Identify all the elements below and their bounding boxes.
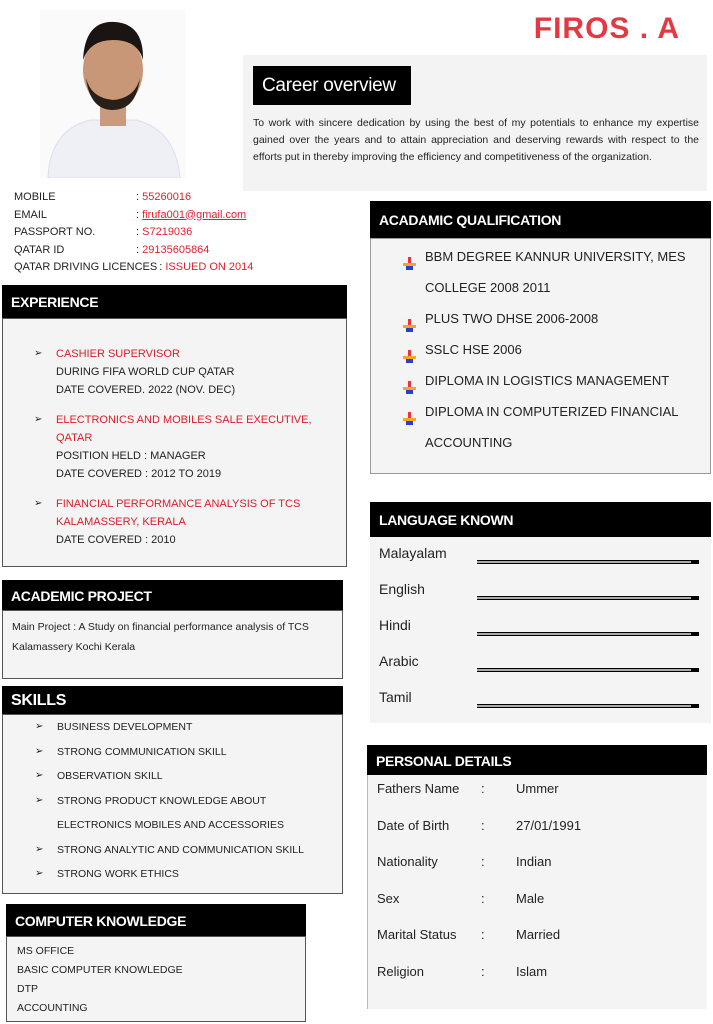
arrow-bullet-icon: ➢	[35, 868, 44, 879]
contact-label: QATAR ID	[14, 243, 65, 256]
colon: :	[159, 261, 166, 273]
colon: :	[136, 208, 143, 221]
experience-section	[2, 318, 347, 567]
qualification-title: ACADAMIC QUALIFICATION	[370, 201, 711, 239]
experience-detail: DATE COVERED : 2010	[56, 534, 176, 546]
skill-item	[35, 838, 332, 863]
arrow-bullet-icon: ➢	[35, 721, 44, 732]
contact-row	[14, 242, 253, 260]
language-proficiency-bar	[477, 560, 699, 564]
skill-item	[35, 715, 332, 740]
personal-value: Male	[516, 890, 545, 906]
skill-label: BUSINESS DEVELOPMENT	[57, 721, 193, 733]
contact-value: 29135605864	[142, 243, 210, 256]
skills-title: SKILLS	[2, 686, 343, 715]
qualification-item	[425, 334, 695, 365]
separator: :	[481, 927, 485, 942]
arrow-bullet-icon: ➢	[34, 498, 43, 509]
qualification-item	[425, 396, 695, 458]
arrow-bullet-icon: ➢	[35, 745, 44, 757]
personal-label: Marital Status	[377, 927, 457, 942]
arrow-bullet-icon: ➢	[35, 770, 44, 781]
colored-bullet-icon	[403, 374, 416, 387]
skills-section	[2, 714, 343, 894]
academic-project-title: ACADEMIC PROJECT	[2, 580, 343, 611]
career-overview-title: Career overview	[253, 66, 411, 105]
personal-value: Indian	[516, 854, 552, 869]
qualification-section	[370, 238, 711, 474]
qualification-label: DIPLOMA IN LOGISTICS MANAGEMENT	[425, 373, 670, 388]
arrow-bullet-icon: ➢	[34, 414, 43, 425]
skill-item	[35, 789, 332, 838]
qualification-label: PLUS TWO DHSE 2006-2008	[425, 311, 599, 326]
separator: :	[481, 781, 485, 796]
contact-row	[14, 224, 253, 242]
personal-detail-row	[377, 964, 547, 979]
contact-value: ISSUED ON 2014	[165, 261, 254, 273]
qualification-label: SSLC HSE 2006	[425, 342, 522, 357]
colored-bullet-icon	[403, 343, 416, 356]
academic-project-section	[2, 610, 343, 679]
candidate-name: FIROS . A	[533, 12, 680, 45]
language-name: Hindi	[379, 617, 411, 633]
experience-detail: DATE COVERED : 2012 TO 2019	[56, 468, 222, 480]
experience-item	[34, 411, 341, 483]
language-name: Arabic	[379, 653, 419, 669]
personal-detail-row	[377, 927, 560, 942]
skill-item	[35, 740, 332, 765]
arrow-bullet-icon: ➢	[35, 843, 44, 855]
experience-role: FINANCIAL PERFORMANCE ANALYSIS OF TCS KALAMASSERY, KERALA	[56, 498, 301, 528]
experience-detail: POSITION HELD : MANAGER	[56, 450, 206, 462]
qualification-item	[425, 365, 695, 396]
qualification-item	[425, 241, 695, 303]
personal-label: Fathers Name	[377, 781, 460, 796]
contact-value: 55260016	[142, 191, 192, 203]
skill-label: STRONG ANALYTIC AND COMMUNICATION SKILL	[57, 843, 304, 856]
separator: :	[481, 963, 485, 979]
separator: :	[481, 890, 485, 906]
contact-label: PASSPORT NO.	[14, 226, 96, 238]
language-proficiency-bar	[477, 632, 699, 636]
language-proficiency-bar	[477, 596, 699, 600]
colored-bullet-icon	[403, 250, 416, 263]
experience-role: ELECTRONICS AND MOBILES SALE EXECUTIVE, QATAR	[56, 414, 312, 444]
skill-item	[35, 862, 332, 887]
experience-detail: DURING FIFA WORLD CUP QATAR	[56, 366, 235, 378]
personal-value: 27/01/1991	[516, 817, 582, 833]
personal-title: PERSONAL DETAILS	[367, 745, 707, 776]
personal-label: Religion	[377, 963, 424, 979]
experience-item	[34, 345, 341, 399]
personal-section	[367, 775, 707, 1009]
profile-photo	[40, 10, 186, 178]
personal-label: Nationality	[377, 854, 438, 869]
separator: :	[481, 817, 485, 833]
experience-item	[34, 495, 341, 549]
contact-row	[14, 259, 253, 277]
contact-details	[14, 189, 253, 277]
skill-label: OBSERVATION SKILL	[57, 770, 163, 782]
qualification-item	[425, 303, 695, 334]
contact-label: MOBILE	[14, 191, 56, 203]
personal-detail-row	[377, 781, 559, 796]
computer-skill-item: BASIC COMPUTER KNOWLEDGE	[17, 964, 183, 976]
personal-label: Date of Birth	[377, 817, 450, 833]
personal-detail-row	[377, 854, 551, 869]
computer-skill-item: DTP	[17, 983, 38, 995]
contact-value: S7219036	[142, 226, 193, 238]
language-title: LANGUAGE KNOWN	[370, 502, 711, 538]
experience-role: CASHIER SUPERVISOR	[56, 348, 180, 360]
email-link[interactable]: firufa001@gmail.com	[142, 208, 247, 221]
contact-label: QATAR DRIVING LICENCES	[14, 261, 158, 273]
career-overview-section	[243, 55, 707, 191]
experience-title: EXPERIENCE	[2, 285, 347, 319]
skill-label: STRONG PRODUCT KNOWLEDGE ABOUT ELECTRONICS MOBILES AND ACCESSORIES	[57, 794, 284, 831]
language-name: Tamil	[379, 689, 412, 705]
arrow-bullet-icon: ➢	[35, 794, 44, 806]
career-overview-text: To work with sincere dedication by using the best of my potentials to enhance my expertise gained over the years and to attain appreciation and deserving rewards with respect to the efforts put in thereby improving the efficiency and competitiveness of the organization.	[253, 117, 699, 163]
qualification-label: DIPLOMA IN COMPUTERIZED FINANCIAL ACCOUNTING	[425, 404, 679, 450]
language-proficiency-bar	[477, 704, 699, 708]
personal-detail-row	[377, 891, 544, 906]
skill-item	[35, 764, 332, 789]
contact-row	[14, 189, 253, 207]
colon: :	[136, 226, 143, 238]
computer-knowledge-section	[6, 936, 306, 1022]
personal-value: Islam	[516, 963, 548, 979]
colon: :	[136, 243, 143, 256]
language-name: Malayalam	[379, 545, 447, 561]
experience-detail: DATE COVERED. 2022 (NOV. DEC)	[56, 384, 236, 396]
personal-label: Sex	[377, 890, 400, 906]
language-section	[370, 537, 711, 723]
separator: :	[481, 854, 485, 869]
skill-label: STRONG WORK ETHICS	[57, 868, 179, 880]
qualification-label: BBM DEGREE KANNUR UNIVERSITY, MES COLLEGE 2008 2011	[425, 249, 686, 295]
computer-knowledge-title: COMPUTER KNOWLEDGE	[6, 904, 306, 937]
computer-skill-item: MS OFFICE	[17, 945, 75, 957]
academic-project-text: Main Project : A Study on financial performance analysis of TCS Kalamassery Kochi Kerala	[12, 621, 309, 653]
contact-label: EMAIL	[14, 208, 48, 221]
colored-bullet-icon	[403, 405, 416, 418]
computer-skill-item: ACCOUNTING	[17, 1002, 88, 1014]
personal-detail-row	[377, 818, 581, 833]
personal-value: Ummer	[516, 781, 559, 796]
skill-label: STRONG COMMUNICATION SKILL	[57, 745, 227, 758]
contact-row	[14, 207, 253, 225]
personal-value: Married	[516, 927, 561, 942]
arrow-bullet-icon: ➢	[34, 348, 43, 359]
language-proficiency-bar	[477, 668, 699, 672]
language-name: English	[379, 581, 425, 597]
colon: :	[136, 191, 143, 203]
colored-bullet-icon	[403, 312, 416, 325]
